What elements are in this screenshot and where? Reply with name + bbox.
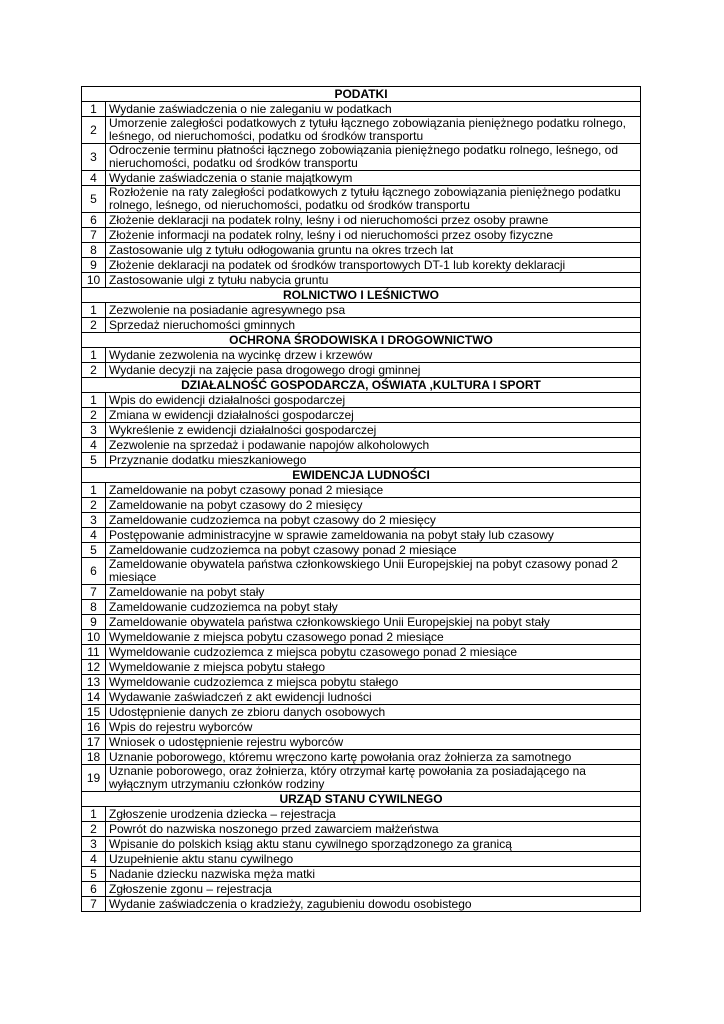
row-number: 3 (82, 837, 106, 852)
row-number: 10 (82, 273, 106, 288)
section-title: EWIDENCJA LUDNOŚCI (82, 468, 641, 483)
table-row (82, 852, 641, 867)
row-text: Odroczenie terminu płatności łącznego zobowiązania pieniężnego podatku rolnego, leśnego, od nieruchomości, podatku od środków transportu (106, 144, 641, 171)
row-number: 1 (82, 102, 106, 117)
table-row (82, 513, 641, 528)
row-text: Zgłoszenie zgonu – rejestracja (106, 882, 641, 897)
row-text: Zastosowanie ulgi z tytułu nabycia gruntu (106, 273, 641, 288)
table-row (82, 528, 641, 543)
row-number: 4 (82, 528, 106, 543)
row-number: 6 (82, 213, 106, 228)
section-title: OCHRONA ŚRODOWISKA I DROGOWNICTWO (82, 333, 641, 348)
section-title: ROLNICTWO I LEŚNICTWO (82, 288, 641, 303)
section-header-row (82, 468, 641, 483)
table-row (82, 675, 641, 690)
row-number: 10 (82, 630, 106, 645)
row-text: Wydawanie zaświadczeń z akt ewidencji ludności (106, 690, 641, 705)
row-number: 2 (82, 408, 106, 423)
row-number: 2 (82, 822, 106, 837)
row-number: 7 (82, 228, 106, 243)
table-row (82, 363, 641, 378)
row-number: 11 (82, 645, 106, 660)
table-row (82, 228, 641, 243)
table-row (82, 483, 641, 498)
row-number: 18 (82, 750, 106, 765)
row-text: Nadanie dziecku nazwiska męża matki (106, 867, 641, 882)
table-row (82, 807, 641, 822)
row-number: 1 (82, 483, 106, 498)
row-number: 5 (82, 186, 106, 213)
table-row (82, 438, 641, 453)
section-title: PODATKI (82, 87, 641, 102)
table-row (82, 273, 641, 288)
table-row (82, 102, 641, 117)
row-number: 2 (82, 363, 106, 378)
row-text: Wpis do ewidencji działalności gospodarczej (106, 393, 641, 408)
section-header-row (82, 378, 641, 393)
table-row (82, 144, 641, 171)
table-row (82, 750, 641, 765)
row-text: Uznanie poborowego, oraz żołnierza, który otrzymał kartę powołania za posiadającego na wyłącznym utrzymaniu członków rodziny (106, 765, 641, 792)
section-header-row (82, 87, 641, 102)
row-text: Złożenie deklaracji na podatek od środków transportowych DT-1 lub korekty deklaracji (106, 258, 641, 273)
row-text: Zameldowanie cudzoziemca na pobyt stały (106, 600, 641, 615)
row-text: Wymeldowanie cudzoziemca z miejsca pobytu stałego (106, 675, 641, 690)
row-number: 1 (82, 393, 106, 408)
row-text: Sprzedaż nieruchomości gminnych (106, 318, 641, 333)
row-number: 5 (82, 453, 106, 468)
row-text: Uznanie poborowego, któremu wręczono kartę powołania oraz żołnierza za samotnego (106, 750, 641, 765)
table-row (82, 558, 641, 585)
row-number: 1 (82, 303, 106, 318)
row-text: Zameldowanie na pobyt czasowy do 2 miesięcy (106, 498, 641, 513)
row-number: 3 (82, 513, 106, 528)
table-row (82, 660, 641, 675)
row-text: Postępowanie administracyjne w sprawie zameldowania na pobyt stały lub czasowy (106, 528, 641, 543)
row-text: Zameldowanie obywatela państwa członkowskiego Unii Europejskiej na pobyt czasowy ponad 2 miesiące (106, 558, 641, 585)
row-text: Wydanie zaświadczenia o stanie majątkowym (106, 171, 641, 186)
row-text: Zameldowanie na pobyt stały (106, 585, 641, 600)
row-text: Zameldowanie na pobyt czasowy ponad 2 miesiące (106, 483, 641, 498)
row-number: 17 (82, 735, 106, 750)
row-text: Zameldowanie cudzoziemca na pobyt czasowy ponad 2 miesiące (106, 543, 641, 558)
row-number: 4 (82, 438, 106, 453)
table-row (82, 867, 641, 882)
table-row (82, 186, 641, 213)
table-row (82, 171, 641, 186)
row-text: Zgłoszenie urodzenia dziecka – rejestracja (106, 807, 641, 822)
row-text: Rozłożenie na raty zaległości podatkowych z tytułu łącznego zobowiązania pieniężnego podatku rolnego, leśnego, od nieruchomości, podatku od środków transportu (106, 186, 641, 213)
table-row (82, 600, 641, 615)
section-header-row (82, 792, 641, 807)
table-body (82, 87, 641, 912)
table-row (82, 585, 641, 600)
section-header-row (82, 288, 641, 303)
row-number: 12 (82, 660, 106, 675)
table-row (82, 822, 641, 837)
row-text: Przyznanie dodatku mieszkaniowego (106, 453, 641, 468)
table-row (82, 615, 641, 630)
row-text: Zezwolenie na sprzedaż i podawanie napojów alkoholowych (106, 438, 641, 453)
table-row (82, 213, 641, 228)
row-number: 3 (82, 144, 106, 171)
section-title: URZĄD STANU CYWILNEGO (82, 792, 641, 807)
row-number: 1 (82, 348, 106, 363)
row-number: 14 (82, 690, 106, 705)
row-number: 7 (82, 897, 106, 912)
section-header-row (82, 333, 641, 348)
table-row (82, 543, 641, 558)
row-text: Wniosek o udostępnienie rejestru wyborców (106, 735, 641, 750)
row-text: Wydanie zezwolenia na wycinkę drzew i krzewów (106, 348, 641, 363)
row-number: 4 (82, 171, 106, 186)
table-row (82, 897, 641, 912)
row-text: Wydanie zaświadczenia o kradzieży, zagubieniu dowodu osobistego (106, 897, 641, 912)
table-row (82, 705, 641, 720)
table-row (82, 630, 641, 645)
row-number: 5 (82, 543, 106, 558)
row-text: Udostępnienie danych ze zbioru danych osobowych (106, 705, 641, 720)
table-row (82, 303, 641, 318)
row-number: 15 (82, 705, 106, 720)
row-text: Wykreślenie z ewidencji działalności gospodarczej (106, 423, 641, 438)
table-row (82, 882, 641, 897)
services-table (81, 86, 641, 912)
row-number: 2 (82, 498, 106, 513)
row-text: Wydanie zaświadczenia o nie zaleganiu w podatkach (106, 102, 641, 117)
table-row (82, 258, 641, 273)
table-row (82, 453, 641, 468)
row-number: 6 (82, 882, 106, 897)
table-row (82, 318, 641, 333)
row-number: 7 (82, 585, 106, 600)
section-title: DZIAŁALNOŚĆ GOSPODARCZA, OŚWIATA ,KULTURA I SPORT (82, 378, 641, 393)
row-text: Wydanie decyzji na zajęcie pasa drogowego drogi gminnej (106, 363, 641, 378)
row-text: Złożenie informacji na podatek rolny, leśny i od nieruchomości przez osoby fizyczne (106, 228, 641, 243)
table-row (82, 348, 641, 363)
row-number: 6 (82, 558, 106, 585)
row-number: 9 (82, 258, 106, 273)
row-text: Wpisanie do polskich ksiąg aktu stanu cywilnego sporządzonego za granicą (106, 837, 641, 852)
row-number: 2 (82, 318, 106, 333)
row-number: 2 (82, 117, 106, 144)
row-number: 16 (82, 720, 106, 735)
row-number: 8 (82, 243, 106, 258)
table-row (82, 423, 641, 438)
row-text: Zameldowanie obywatela państwa członkowskiego Unii Europejskiej na pobyt stały (106, 615, 641, 630)
table-row (82, 645, 641, 660)
row-number: 19 (82, 765, 106, 792)
row-number: 8 (82, 600, 106, 615)
row-text: Powrót do nazwiska noszonego przed zawarciem małżeństwa (106, 822, 641, 837)
row-text: Zmiana w ewidencji działalności gospodarczej (106, 408, 641, 423)
row-number: 13 (82, 675, 106, 690)
row-text: Wymeldowanie z miejsca pobytu stałego (106, 660, 641, 675)
row-text: Zastosowanie ulg z tytułu odłogowania gruntu na okres trzech lat (106, 243, 641, 258)
table-row (82, 498, 641, 513)
row-text: Zezwolenie na posiadanie agresywnego psa (106, 303, 641, 318)
row-number: 9 (82, 615, 106, 630)
row-text: Uzupełnienie aktu stanu cywilnego (106, 852, 641, 867)
table-row (82, 735, 641, 750)
row-number: 3 (82, 423, 106, 438)
row-number: 1 (82, 807, 106, 822)
table-row (82, 837, 641, 852)
row-number: 4 (82, 852, 106, 867)
row-text: Wymeldowanie z miejsca pobytu czasowego ponad 2 miesiące (106, 630, 641, 645)
table-row (82, 243, 641, 258)
row-number: 5 (82, 867, 106, 882)
table-row (82, 690, 641, 705)
row-text: Umorzenie zaległości podatkowych z tytułu łącznego zobowiązania pieniężnego podatku rolnego, leśnego, od nieruchomości, podatku od środków transportu (106, 117, 641, 144)
table-row (82, 720, 641, 735)
row-text: Zameldowanie cudzoziemca na pobyt czasowy do 2 miesięcy (106, 513, 641, 528)
row-text: Wpis do rejestru wyborców (106, 720, 641, 735)
row-text: Wymeldowanie cudzoziemca z miejsca pobytu czasowego ponad 2 miesiące (106, 645, 641, 660)
table-row (82, 393, 641, 408)
table-row (82, 117, 641, 144)
table-row (82, 408, 641, 423)
row-text: Złożenie deklaracji na podatek rolny, leśny i od nieruchomości przez osoby prawne (106, 213, 641, 228)
table-row (82, 765, 641, 792)
